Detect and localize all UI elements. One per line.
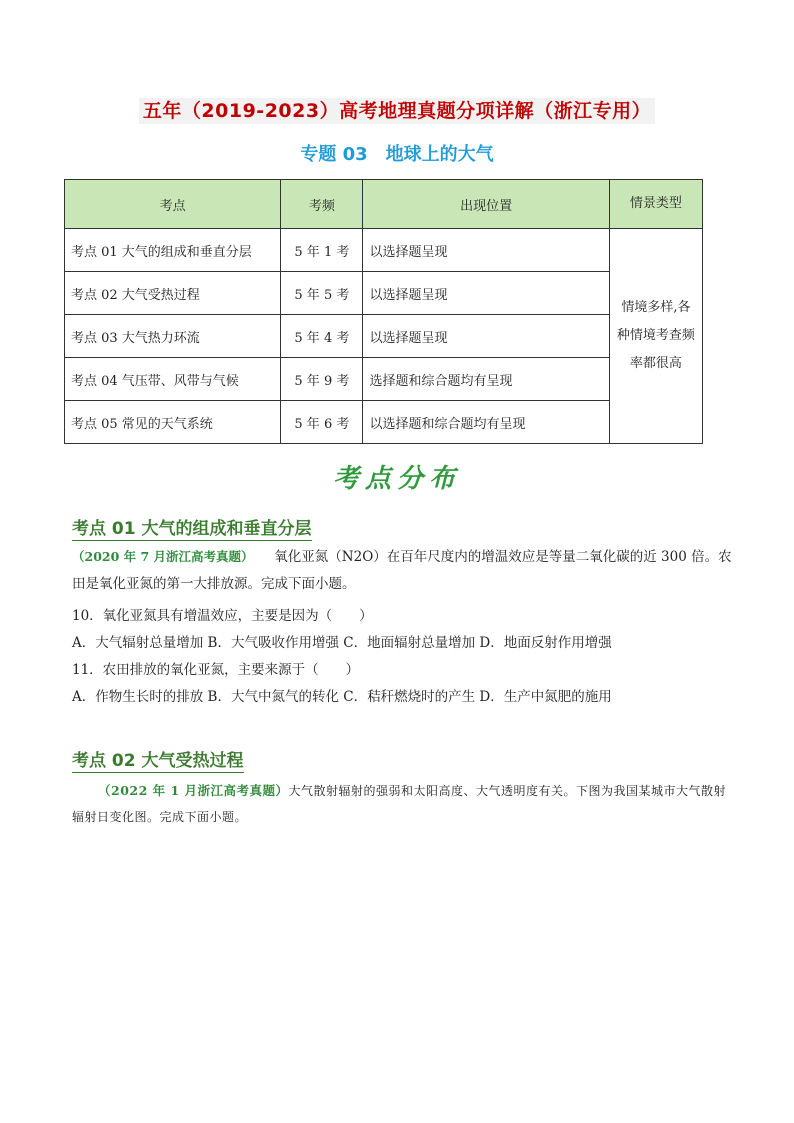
- section-2-intro-text: 大气散射辐射的强弱和太阳高度、大气透明度有关。下图为我国某城市大气散射辐射日变化图。完成下面小题。: [72, 784, 727, 824]
- table-row: [65, 401, 703, 444]
- position-cell: 以选择题呈现: [363, 229, 609, 272]
- table-header-row: [65, 180, 703, 229]
- question-10-options: A．大气辐射总量增加 B．大气吸收作用增强 C．地面辐射总量增加 D．地面反射作用增强: [72, 635, 612, 651]
- frequency-cell: 5 年 9 考: [281, 358, 363, 401]
- frequency-cell: 5 年 6 考: [281, 401, 363, 444]
- section-1-title: 考点 01 大气的组成和垂直分层: [72, 514, 312, 541]
- section-2-title: 考点 02 大气受热过程: [72, 746, 244, 773]
- topic-cell: 考点 02 大气受热过程: [65, 272, 281, 315]
- question-11-options: A．作物生长时的排放 B．大气中氮气的转化 C．秸秆燃烧时的产生 D．生产中氮肥的施用: [72, 689, 612, 705]
- topic-cell: 考点 04 气压带、风带与气候: [65, 358, 281, 401]
- table-row: [65, 229, 703, 272]
- document-main-title: [0, 96, 794, 123]
- table-row: [65, 272, 703, 315]
- position-cell: 选择题和综合题均有呈现: [363, 358, 609, 401]
- frequency-cell: 5 年 5 考: [281, 272, 363, 315]
- document-sub-title: 专题 03 地球上的大气: [300, 144, 494, 165]
- header-cell-scenario: 情景类型: [609, 180, 702, 229]
- position-cell: 以选择题呈现: [363, 315, 609, 358]
- header-cell-position: 出现位置: [363, 180, 609, 229]
- table-row: [65, 358, 703, 401]
- question-10: 10．氧化亚氮具有增温效应，主要是因为（ ）: [72, 608, 373, 624]
- section-1-intro-text: 氧化亚氮（N2O）在百年尺度内的增温效应是等量二氧化碳的近 300 倍。农田是氧化亚氮的第一大排放源。完成下面小题。: [72, 549, 732, 592]
- scenario-cell: 情境多样,各种情境考查频率都很高: [609, 229, 702, 444]
- section-2-intro: [72, 778, 732, 830]
- table-row: [65, 315, 703, 358]
- topic-cell: 考点 03 大气热力环流: [65, 315, 281, 358]
- overview-table: [64, 179, 703, 444]
- position-cell: 以选择题和综合题均有呈现: [363, 401, 609, 444]
- frequency-cell: 5 年 1 考: [281, 229, 363, 272]
- question-11: 11．农田排放的氧化亚氮，主要来源于（ ）: [72, 662, 360, 678]
- section-1-source: （2020 年 7 月浙江高考真题）: [72, 549, 248, 564]
- position-cell: 以选择题呈现: [363, 272, 609, 315]
- frequency-cell: 5 年 4 考: [281, 315, 363, 358]
- distribution-title: 考点分布: [332, 464, 461, 494]
- topic-cell: 考点 01 大气的组成和垂直分层: [65, 229, 281, 272]
- header-cell-topic: 考点: [65, 180, 281, 229]
- section-2-source: （2022 年 1 月浙江高考真题）: [98, 783, 289, 798]
- topic-cell: 考点 05 常见的天气系统: [65, 401, 281, 444]
- header-cell-frequency: 考频: [281, 180, 363, 229]
- section-1-intro: [72, 543, 732, 598]
- main-title-text: 五年（2019-2023）高考地理真题分项详解（浙江专用）: [139, 98, 655, 124]
